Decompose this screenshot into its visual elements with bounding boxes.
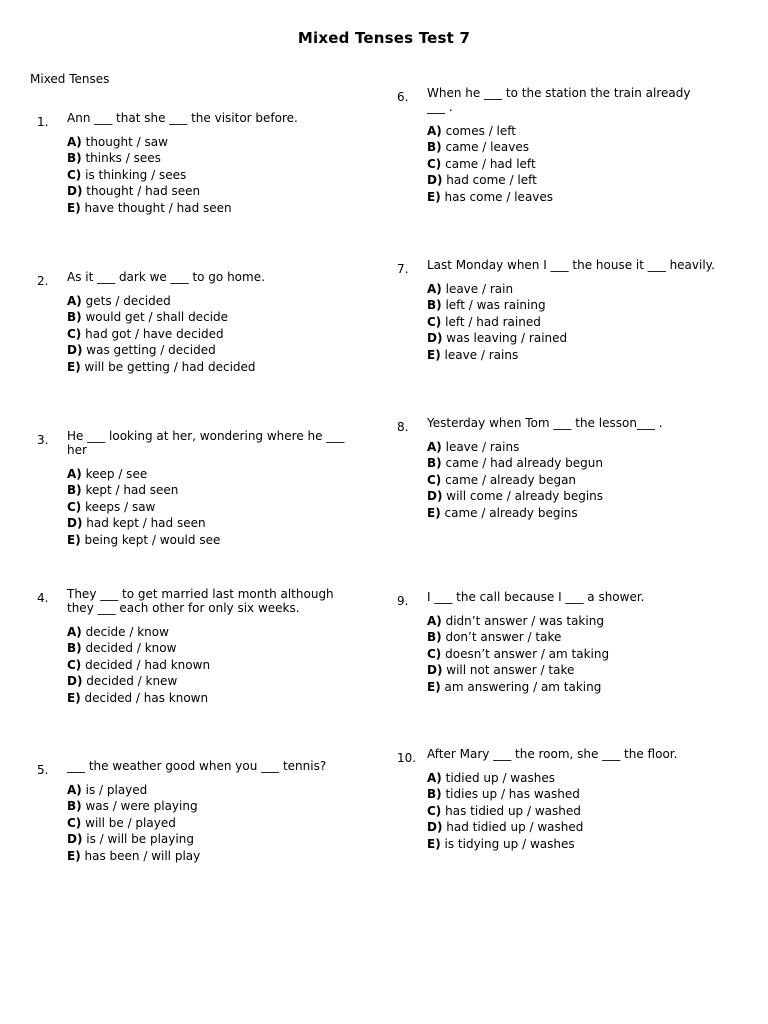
option-text: came / had already begun: [445, 456, 604, 471]
option-text: kept / had seen: [85, 483, 179, 498]
question-5: [37, 759, 357, 864]
option-letter: B): [67, 151, 82, 166]
option-letter: C): [427, 314, 442, 329]
answer-option: [427, 662, 717, 678]
question-number: 3.: [37, 433, 49, 447]
answer-option: [67, 690, 357, 706]
option-text: was leaving / rained: [446, 331, 568, 346]
question-number: 1.: [37, 115, 49, 129]
option-text: leave / rains: [445, 440, 520, 454]
answer-option: [427, 139, 707, 155]
option-letter: B): [427, 298, 442, 313]
question-text: After Mary ___ the room, she ___ the floor.: [427, 747, 678, 761]
answer-option: [427, 679, 717, 695]
answer-option: [67, 499, 357, 515]
option-letter: C): [67, 167, 82, 182]
answer-option: [427, 189, 707, 205]
question-text: They ___ to get married last month although they ___ each other for only six weeks.: [67, 587, 334, 615]
option-text: is thinking / sees: [85, 167, 187, 182]
option-text: didn’t answer / was taking: [445, 614, 604, 628]
option-text: had come / left: [446, 173, 537, 188]
answer-option: [67, 359, 357, 375]
question-text: Last Monday when I ___ the house it ___ heavily.: [427, 258, 715, 272]
option-text: decided / know: [85, 641, 177, 656]
option-letter: A): [427, 614, 442, 628]
option-letter: D): [427, 173, 443, 188]
answer-options: [427, 281, 717, 363]
option-text: decided / has known: [84, 690, 209, 705]
option-letter: A): [427, 771, 442, 785]
question-number: 2.: [37, 274, 49, 288]
section-subtitle: Mixed Tenses: [30, 72, 110, 86]
answer-option: [427, 156, 707, 172]
answer-options: [427, 770, 717, 852]
answer-option: [67, 293, 357, 309]
answer-options: [67, 466, 357, 548]
option-letter: D): [67, 184, 83, 199]
answer-option: [67, 134, 357, 150]
answer-option: [67, 848, 357, 864]
answer-option: [427, 281, 717, 297]
answer-option: [67, 798, 357, 814]
answer-option: [427, 819, 717, 835]
option-text: came / already began: [445, 472, 577, 487]
answer-options: [67, 134, 357, 216]
answer-option: [67, 831, 357, 847]
option-letter: B): [427, 787, 442, 802]
option-text: had kept / had seen: [86, 516, 206, 531]
option-letter: A): [427, 282, 442, 296]
option-text: has come / leaves: [444, 189, 554, 204]
option-text: thinks / sees: [85, 151, 161, 166]
answer-options: [427, 613, 717, 695]
option-text: was / were playing: [85, 799, 198, 814]
question-text: Yesterday when Tom ___ the lesson___ .: [427, 416, 663, 430]
answer-option: [427, 488, 707, 504]
answer-option: [427, 330, 717, 346]
question-text: When he ___ to the station the train already ___ .: [427, 86, 691, 114]
question-number: 5.: [37, 763, 49, 777]
option-text: am answering / am taking: [444, 679, 602, 694]
option-letter: C): [427, 803, 442, 818]
question-9: [397, 590, 717, 695]
option-letter: C): [67, 326, 82, 341]
question-7: [397, 258, 717, 363]
option-letter: E): [427, 679, 441, 694]
answer-option: [427, 455, 707, 471]
answer-option: [427, 472, 707, 488]
answer-option: [427, 803, 717, 819]
option-letter: B): [67, 483, 82, 498]
option-text: doesn’t answer / am taking: [445, 646, 610, 661]
option-letter: A): [67, 294, 82, 308]
option-text: came / had left: [445, 156, 536, 171]
question-text: ___ the weather good when you ___ tennis?: [67, 759, 327, 773]
option-letter: E): [427, 347, 441, 362]
page-title: Mixed Tenses Test 7: [297, 29, 471, 47]
question-6: [397, 86, 707, 205]
answer-option: [427, 123, 707, 139]
question-text: He ___ looking at her, wondering where he ___ her: [67, 429, 345, 457]
question-number: 8.: [397, 420, 409, 434]
option-text: decided / had known: [85, 657, 211, 672]
option-letter: A): [67, 625, 82, 639]
question-10: [397, 747, 717, 852]
option-letter: D): [67, 674, 83, 689]
option-letter: A): [67, 783, 82, 797]
option-text: had tidied up / washed: [446, 820, 584, 835]
answer-option: [67, 532, 357, 548]
option-text: will not answer / take: [446, 663, 575, 678]
option-text: will be / played: [85, 815, 176, 830]
answer-option: [427, 505, 707, 521]
option-text: thought / had seen: [86, 184, 201, 199]
answer-options: [427, 439, 707, 521]
answer-option: [67, 782, 357, 798]
answer-option: [67, 640, 357, 656]
option-text: don’t answer / take: [445, 630, 562, 645]
answer-option: [67, 815, 357, 831]
answer-option: [67, 326, 357, 342]
answer-options: [427, 123, 707, 205]
option-letter: D): [427, 331, 443, 346]
answer-option: [67, 673, 357, 689]
answer-option: [67, 657, 357, 673]
option-letter: C): [427, 646, 442, 661]
answer-option: [427, 629, 717, 645]
option-text: is tidying up / washes: [444, 836, 575, 851]
option-letter: D): [67, 832, 83, 847]
question-text: As it ___ dark we ___ to go home.: [67, 270, 265, 284]
option-letter: E): [67, 532, 81, 547]
question-number: 9.: [397, 594, 409, 608]
option-letter: B): [427, 140, 442, 155]
question-number: 7.: [397, 262, 409, 276]
option-text: was getting / decided: [86, 343, 216, 358]
question-text: I ___ the call because I ___ a shower.: [427, 590, 645, 604]
question-text: Ann ___ that she ___ the visitor before.: [67, 111, 298, 125]
answer-option: [427, 314, 717, 330]
answer-option: [67, 150, 357, 166]
option-letter: B): [427, 456, 442, 471]
option-text: tidied up / washes: [445, 771, 555, 785]
answer-option: [427, 347, 717, 363]
option-letter: D): [427, 820, 443, 835]
option-letter: A): [427, 124, 442, 138]
option-text: had got / have decided: [85, 326, 224, 341]
answer-option: [67, 342, 357, 358]
option-letter: E): [67, 200, 81, 215]
option-letter: E): [427, 189, 441, 204]
option-letter: A): [427, 440, 442, 454]
answer-option: [67, 183, 357, 199]
option-text: will be getting / had decided: [84, 359, 256, 374]
option-letter: C): [427, 472, 442, 487]
option-text: left / was raining: [445, 298, 546, 313]
option-letter: B): [67, 799, 82, 814]
option-text: gets / decided: [85, 294, 171, 308]
option-letter: E): [427, 836, 441, 851]
option-text: left / had rained: [445, 314, 541, 329]
answer-option: [67, 624, 357, 640]
option-letter: B): [67, 641, 82, 656]
option-letter: A): [67, 135, 82, 149]
option-letter: C): [67, 815, 82, 830]
answer-option: [67, 200, 357, 216]
option-text: will come / already begins: [446, 489, 604, 504]
answer-option: [427, 786, 717, 802]
option-text: tidies up / has washed: [445, 787, 580, 802]
option-text: have thought / had seen: [84, 200, 232, 215]
answer-option: [427, 613, 717, 629]
question-3: [37, 429, 357, 548]
option-letter: D): [427, 663, 443, 678]
option-letter: E): [427, 505, 441, 520]
option-text: leave / rains: [444, 347, 519, 362]
answer-option: [67, 482, 357, 498]
option-text: keeps / saw: [85, 499, 156, 514]
answer-option: [427, 770, 717, 786]
question-number: 10.: [397, 751, 417, 765]
option-text: came / leaves: [445, 140, 529, 155]
answer-option: [427, 439, 707, 455]
answer-option: [427, 172, 707, 188]
answer-option: [427, 297, 717, 313]
answer-option: [427, 646, 717, 662]
option-letter: C): [427, 156, 442, 171]
option-letter: D): [67, 343, 83, 358]
option-text: decided / knew: [86, 674, 178, 689]
option-letter: B): [67, 310, 82, 325]
answer-option: [67, 309, 357, 325]
answer-option: [67, 515, 357, 531]
question-2: [37, 270, 357, 375]
option-text: came / already begins: [444, 505, 578, 520]
option-text: comes / left: [445, 124, 516, 138]
option-letter: B): [427, 630, 442, 645]
option-text: being kept / would see: [84, 532, 221, 547]
option-letter: E): [67, 690, 81, 705]
answer-options: [67, 293, 357, 375]
option-letter: D): [67, 516, 83, 531]
question-number: 4.: [37, 591, 49, 605]
option-letter: E): [67, 848, 81, 863]
option-letter: A): [67, 467, 82, 481]
question-4: [37, 587, 357, 706]
option-letter: D): [427, 489, 443, 504]
option-text: is / will be playing: [86, 832, 194, 847]
option-text: has tidied up / washed: [445, 803, 581, 818]
answer-option: [67, 466, 357, 482]
answer-option: [67, 167, 357, 183]
option-letter: C): [67, 499, 82, 514]
option-letter: E): [67, 359, 81, 374]
option-text: keep / see: [85, 467, 148, 481]
option-text: decide / know: [85, 625, 169, 639]
answer-options: [67, 624, 357, 706]
option-letter: C): [67, 657, 82, 672]
option-text: is / played: [85, 783, 148, 797]
answer-options: [67, 782, 357, 864]
option-text: thought / saw: [85, 135, 168, 149]
option-text: would get / shall decide: [85, 310, 228, 325]
question-1: [37, 111, 357, 216]
option-text: leave / rain: [445, 282, 514, 296]
question-8: [397, 416, 707, 521]
answer-option: [427, 836, 717, 852]
question-number: 6.: [397, 90, 409, 104]
option-text: has been / will play: [84, 848, 201, 863]
